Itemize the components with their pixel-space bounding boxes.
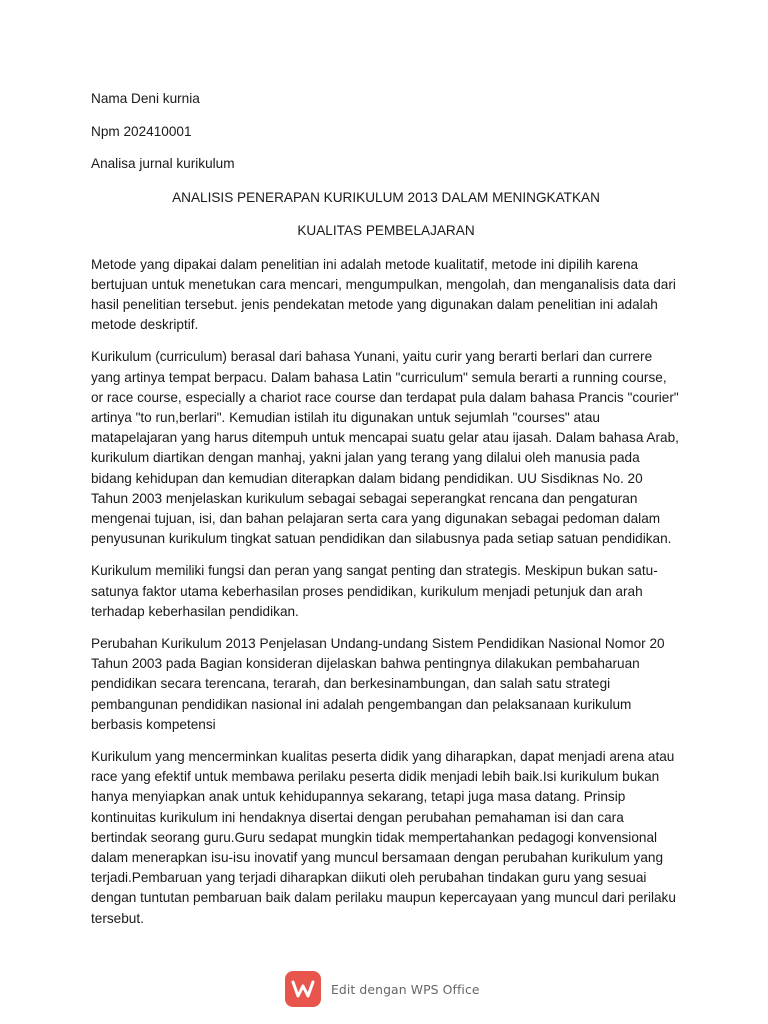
paragraph-curriculum-2013-change: Perubahan Kurikulum 2013 Penjelasan Undang-undang Sistem Pendidikan Nasional Nomor 20 Tahun 2003 pada Bagian konsideran dijelaskan bahwa pentingnya dilakukan pembaharuan pendidikan secara terencana, terarah, dan berkesinambungan, dan salah satu strategi pembangunan pendidikan nasional ini adalah pengembangan dan pelaksanaan kurikulum berbasis kompetensi <box>91 635 665 732</box>
wps-office-logo-icon <box>285 971 321 1007</box>
paragraph-curriculum-quality: Kurikulum yang mencerminkan kualitas peserta didik yang diharapkan, dapat menjadi arena atau race yang efektif untuk membawa perilaku peserta didik menjadi lebih baik.Isi kurikulum bukan hanya menyiapkan anak untuk kehidupannya sekarang, tetapi juga masa datang. Prinsip kontinuitas kurikulum ini hendaknya disertai dengan perubahan pemahaman isi dan cara bertindak seorang guru.Guru sedapat mungkin tidak mempertahankan pedagogi konvensional dalam menerapkan isu-isu inovatif yang muncul bersamaan dengan perubahan kurikulum yang terjadi.Pembaruan yang terjadi diharapkan diikuti oleh perubahan tindakan guru yang sesuai dengan tuntutan pembaruan baik dalam perilaku maupun kepercayaan yang muncul dari perilaku tersebut. <box>91 748 676 926</box>
paragraph-curriculum-function: Kurikulum memiliki fungsi dan peran yang sangat penting dan strategis. Meskipun bukan satu-satunya faktor utama keberhasilan proses pendidikan, kurikulum menjadi petunjuk dan arah terhadap keberhasilan pendidikan. <box>91 563 658 619</box>
wps-edit-banner[interactable] <box>285 970 480 1008</box>
paragraph-method: Metode yang dipakai dalam penelitian ini adalah metode kualitatif, metode ini dipilih karena bertujuan untuk menetukan cara mencari, mengumpulkan, mengolah, dan menganalisis data dari hasil penelitian tersebut. jenis pendekatan metode yang digunakan dalam penelitian ini adalah metode deskriptif. <box>91 256 676 333</box>
paragraph-curriculum-definition: Kurikulum (curriculum) berasal dari bahasa Yunani, yaitu curir yang berarti berlari dan currere yang artinya tempat berpacu. Dalam bahasa Latin "curriculum" semula berarti a running course, or race course, especially a chariot race course dan terdapat pula dalam bahasa Prancis "courier" artinya "to run,berlari". Kemudian istilah itu digunakan untuk sejumlah "courses" atau matapelajaran yang harus ditempuh untuk mencapai suatu gelar atau ijasah. Dalam bahasa Arab, kurikulum diartikan dengan manhaj, yakni jalan yang terang yang dilalui oleh manusia pada bidang kehidupan dan kemudian diterapkan dalam bidang pendidikan. UU Sisdiknas No. 20 Tahun 2003 menjelaskan kurikulum sebagai sebagai seperangkat rencana dan pengaturan mengenai tujuan, isi, dan bahan pelajaran serta cara yang digunakan sebagai pedoman dalam penyusunan kurikulum tingkat satuan pendidikan dan silabusnya pada setiap satuan pendidikan. <box>91 349 679 547</box>
document-page <box>91 89 681 941</box>
document-title-line-1: ANALISIS PENERAPAN KURIKULUM 2013 DALAM MENINGKATKAN <box>172 190 600 205</box>
student-number: Npm 202410001 <box>91 123 192 139</box>
document-subject: Analisa jurnal kurikulum <box>91 156 235 171</box>
wps-edit-label[interactable]: Edit dengan WPS Office <box>331 981 480 997</box>
wps-w-glyph-icon <box>291 979 315 999</box>
author-name: Nama Deni kurnia <box>91 91 200 106</box>
document-title-line-2: KUALITAS PEMBELAJARAN <box>297 222 475 238</box>
